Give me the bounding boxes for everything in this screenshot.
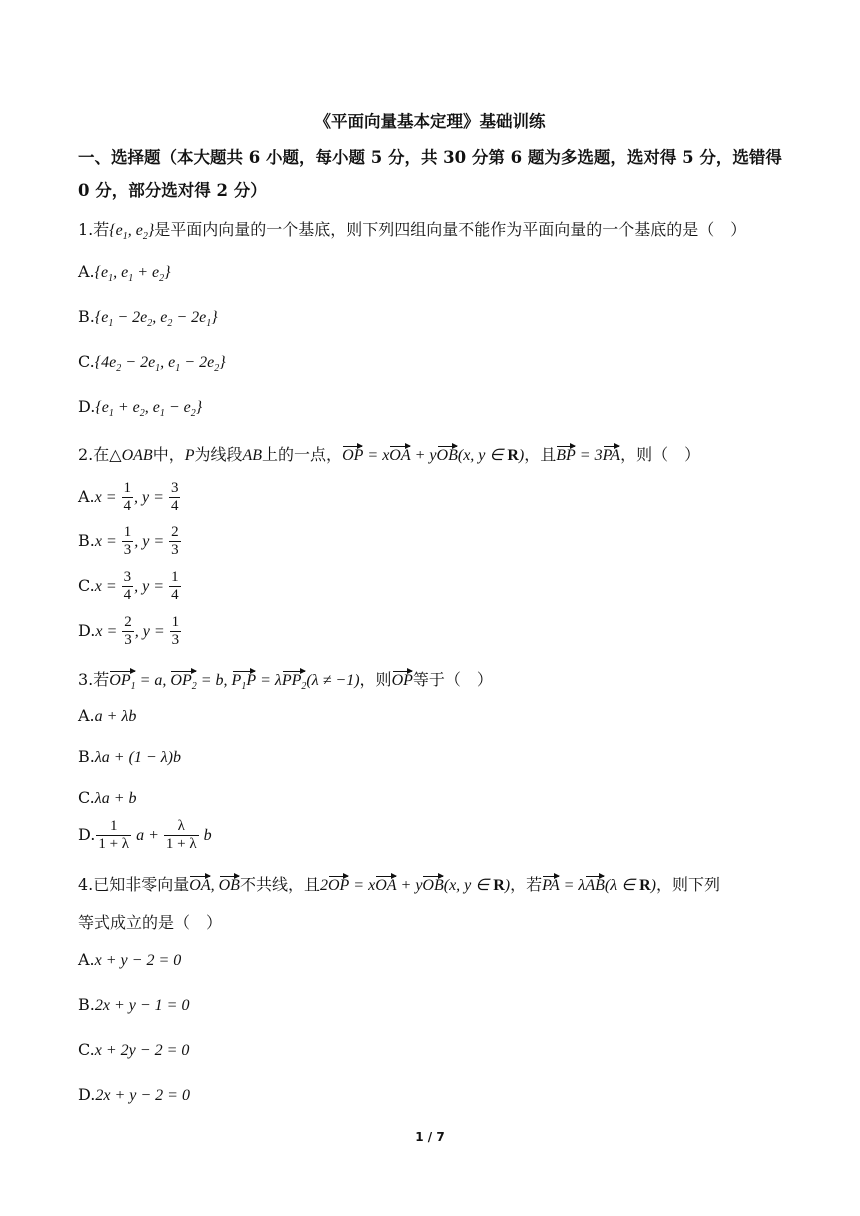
math-expr: , y = xyxy=(134,578,169,595)
option-label: C. xyxy=(78,576,95,595)
vector-expr: OP xyxy=(342,447,364,464)
vector-expr: $P_1P$ xyxy=(231,672,257,693)
question-2-text: 中， xyxy=(152,445,185,464)
fraction: $\frac{\lambda}{1 + \lambda}$ xyxy=(165,818,197,852)
question-3-stem xyxy=(78,667,493,692)
vector-expr: PA xyxy=(542,877,560,894)
math-expr: , y = xyxy=(134,489,168,506)
question-2-option-a xyxy=(78,480,181,515)
math-expr: OAB xyxy=(121,447,153,464)
vector-expr: OB xyxy=(422,877,444,894)
vector-expr: BP xyxy=(556,447,576,464)
math-expr: (λ ∈ R) xyxy=(604,877,656,894)
question-4-stem xyxy=(78,872,720,895)
fraction: $\frac{1}{3}$ xyxy=(123,524,132,558)
math-expr: = b, xyxy=(196,672,232,689)
vector-expr: OA xyxy=(389,447,411,464)
question-3-option-a xyxy=(78,706,136,726)
option-label: A. xyxy=(78,487,95,506)
math-expr: a + xyxy=(132,827,163,844)
question-2-text: ，且 xyxy=(524,445,557,464)
question-4-stem-cont xyxy=(78,910,222,933)
vector-expr: PA xyxy=(602,447,621,464)
math-expr: = λ xyxy=(256,672,282,689)
math-expr: (λ ≠ −1) xyxy=(306,672,360,689)
option-label: B. xyxy=(78,747,95,766)
question-3-text: 等于（ ） xyxy=(412,670,493,689)
vector-expr: OP xyxy=(327,877,350,894)
option-label: A. xyxy=(78,262,95,281)
option-label: A. xyxy=(78,950,95,969)
fraction: $\frac{1}{3}$ xyxy=(171,614,180,648)
question-3-option-d xyxy=(78,818,212,853)
math-expr: , y = xyxy=(134,623,169,640)
question-1-text: 是平面内向量的一个基底，则下列四组向量不能作为平面向量的一个基底的是（ ） xyxy=(154,220,747,239)
math-expr: (x, y ∈ R) xyxy=(443,877,511,894)
question-4-text: 4.已知非零向量 xyxy=(78,875,190,894)
option-label: B. xyxy=(78,307,95,326)
vector-expr: OP xyxy=(391,672,413,689)
question-4-text: 不共线，且 xyxy=(239,875,320,894)
math-expr: x + y − 2 = 0 xyxy=(94,952,182,969)
question-4-text: 等式成立的是（ ） xyxy=(78,913,223,932)
question-2-option-d xyxy=(78,614,182,649)
question-2-text: 为线段 xyxy=(194,445,243,464)
math-expr: b xyxy=(199,827,212,844)
question-3-option-c xyxy=(78,788,137,808)
question-2-stem xyxy=(78,442,700,465)
question-3-option-b xyxy=(78,747,181,767)
math-expr: λa + (1 − λ)b xyxy=(94,749,181,766)
question-2-option-b xyxy=(78,524,182,559)
question-4-option-c xyxy=(78,1040,189,1060)
question-2-text: 2.在△ xyxy=(78,445,122,464)
option-label: D. xyxy=(78,621,96,640)
math-expr: {$e_1 + e_2$, $e_1 - e_2$} xyxy=(95,399,203,420)
question-2-text: 上的一点， xyxy=(262,445,343,464)
question-1-text: 1.若 xyxy=(78,220,110,239)
question-2-text: ，则（ ） xyxy=(620,445,701,464)
fraction: $\frac{3}{4}$ xyxy=(170,480,179,514)
math-expr: = x xyxy=(363,447,390,464)
question-1-option-c xyxy=(78,352,226,374)
math-expr: x = xyxy=(94,489,121,506)
math-expr: = a, xyxy=(135,672,171,689)
question-3-text: 3.若 xyxy=(78,670,110,689)
option-label: D. xyxy=(78,825,96,844)
math-expr: = x xyxy=(349,877,376,894)
math-expr: 2x + y − 2 = 0 xyxy=(95,1087,190,1104)
question-1-option-b xyxy=(78,307,218,329)
option-label: B. xyxy=(78,995,95,1014)
math-expr: , xyxy=(210,877,219,894)
option-label: A. xyxy=(78,706,95,725)
vector-expr: $PP_2$ xyxy=(281,672,307,693)
question-4-option-b xyxy=(78,995,189,1015)
math-expr: (x, y ∈ R) xyxy=(457,447,525,464)
question-1-stem xyxy=(78,217,746,242)
question-4-text: ，若 xyxy=(510,875,543,894)
math-expr: AB xyxy=(242,447,263,464)
math-expr: , y = xyxy=(134,533,169,550)
question-4-option-a xyxy=(78,950,181,970)
vector-expr: AB xyxy=(585,877,605,894)
question-3-text: ，则 xyxy=(359,670,392,689)
question-1-option-d xyxy=(78,397,202,419)
option-label: D. xyxy=(78,1085,96,1104)
option-label: B. xyxy=(78,531,95,550)
math-expr: P xyxy=(184,447,195,464)
math-expr: {$e_1$, $e_2$} xyxy=(109,222,155,243)
math-expr: a + λb xyxy=(94,708,137,725)
vector-expr: OB xyxy=(436,447,458,464)
vector-expr: $OP_2$ xyxy=(170,672,197,693)
math-expr: {$e_1 - 2e_2$, $e_2 - 2e_1$} xyxy=(94,309,218,330)
question-2-option-c xyxy=(78,569,182,604)
fraction: $\frac{2}{3}$ xyxy=(124,614,132,648)
question-4-option-d xyxy=(78,1085,190,1105)
math-expr: λa + b xyxy=(94,790,137,807)
math-expr: 2 xyxy=(319,877,328,894)
math-expr: x = xyxy=(94,533,121,550)
math-expr: x = xyxy=(94,578,121,595)
math-expr: 2x + y − 1 = 0 xyxy=(94,997,190,1014)
option-label: C. xyxy=(78,352,95,371)
question-4-text: ，则下列 xyxy=(655,875,720,894)
vector-expr: $OP_1$ xyxy=(109,672,136,693)
math-expr: = λ xyxy=(559,877,586,894)
option-label: D. xyxy=(78,397,96,416)
fraction: $\frac{1}{4}$ xyxy=(171,569,179,603)
fraction: $\frac{1}{1 + \lambda}$ xyxy=(98,818,130,852)
vector-expr: OA xyxy=(189,877,211,894)
math-expr: x = xyxy=(95,623,122,640)
vector-expr: OB xyxy=(218,877,240,894)
page-number: 1 / 7 xyxy=(415,1130,445,1144)
question-1-option-a xyxy=(78,262,171,284)
fraction: $\frac{1}{4}$ xyxy=(123,480,132,514)
section-heading: 一、选择题（本大题共 6 小题，每小题 5 分，共 30 分第 6 题为多选题，选对得 5 分，选错得 0 分，部分选对得 2 分） xyxy=(78,148,782,200)
option-label: C. xyxy=(78,1040,95,1059)
fraction: $\frac{2}{3}$ xyxy=(171,524,179,558)
option-label: C. xyxy=(78,788,95,807)
math-expr: {$4e_2 - 2e_1$, $e_1 - 2e_2$} xyxy=(94,354,226,375)
math-expr: x + 2y − 2 = 0 xyxy=(94,1042,190,1059)
fraction: $\frac{3}{4}$ xyxy=(123,569,132,603)
math-expr: = 3 xyxy=(575,447,603,464)
math-expr: + y xyxy=(410,447,437,464)
math-expr: + y xyxy=(396,877,423,894)
math-expr: {$e_1$, $e_1 + e_2$} xyxy=(94,264,171,285)
document-title: 《平面向量基本定理》基础训练 xyxy=(314,112,546,131)
vector-expr: OA xyxy=(375,877,397,894)
